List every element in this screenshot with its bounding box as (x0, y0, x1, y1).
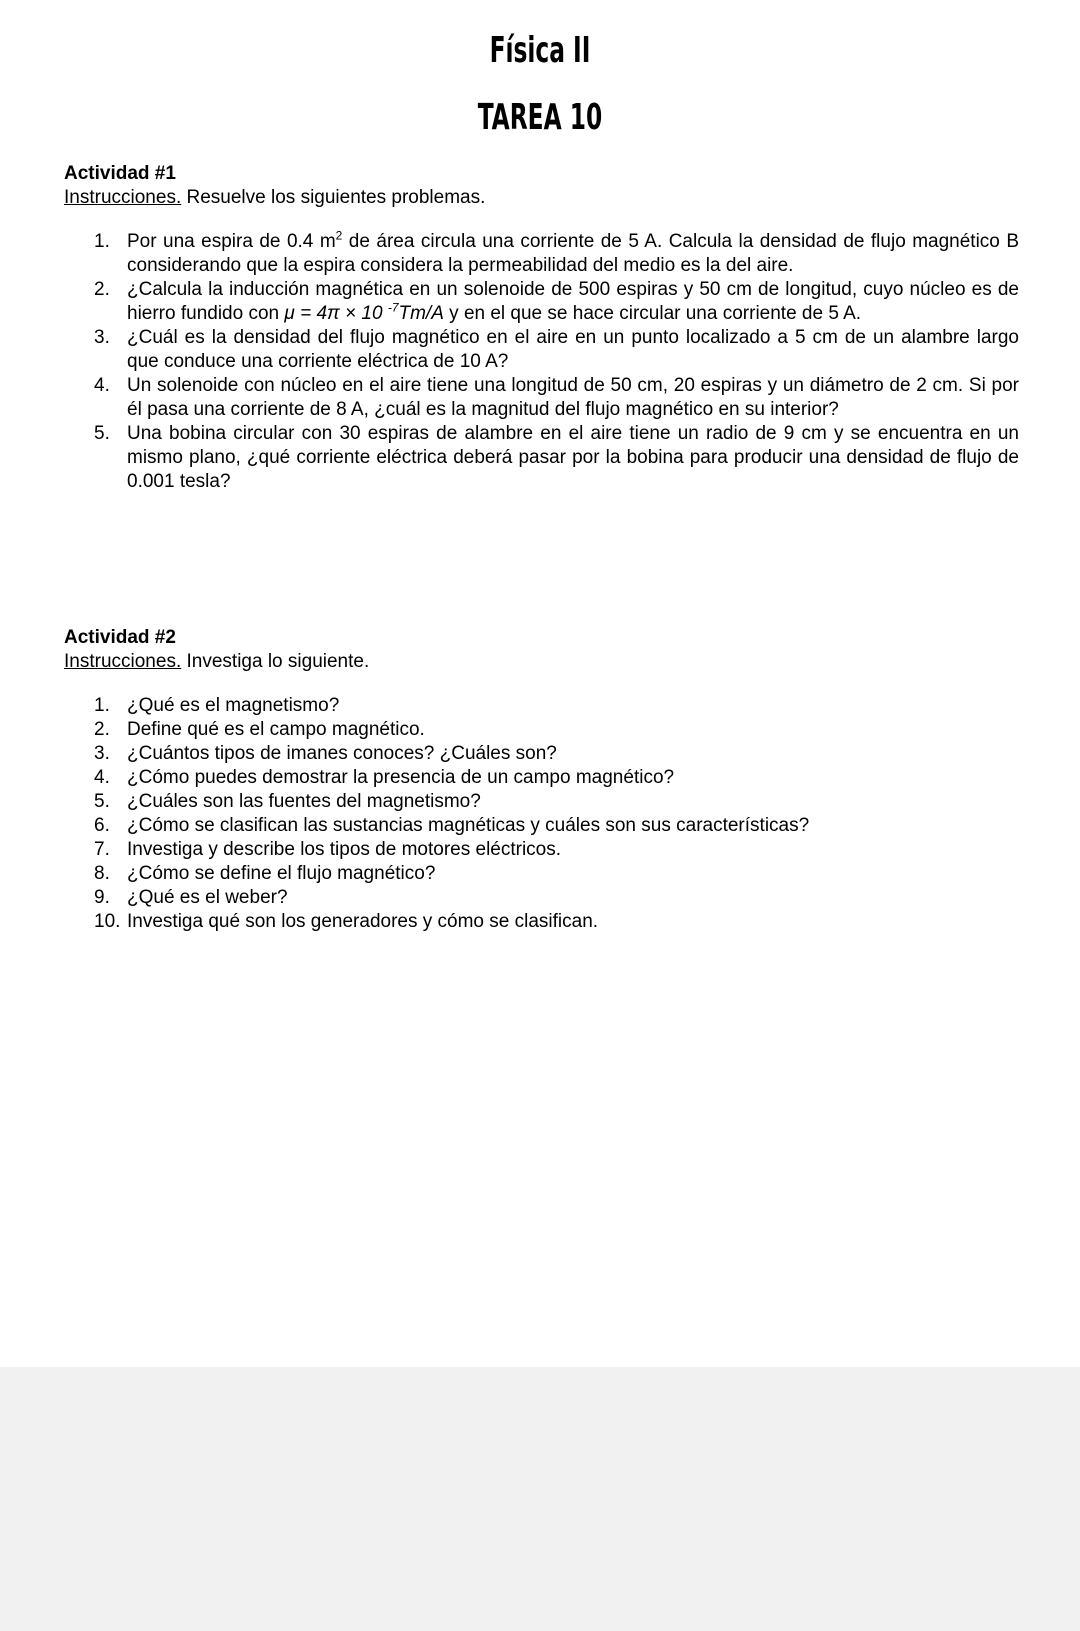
list-item (64, 742, 1019, 766)
question-text: Investiga qué son los generadores y cómo se clasifican. (127, 911, 599, 932)
item-number: 3. (94, 743, 110, 764)
document-subtitle: TAREA 10 (477, 97, 603, 138)
item-number: 1. (94, 695, 110, 716)
instructions-label: Instrucciones. (64, 187, 182, 208)
item-number: 10. (94, 911, 121, 932)
item-number: 5. (94, 423, 110, 444)
item-number: 2. (94, 719, 110, 740)
item-number: 1. (94, 231, 110, 252)
activity-1-instructions (64, 186, 1019, 210)
questions-list (64, 694, 1019, 934)
question-text: ¿Cómo se define el flujo magnético? (127, 863, 436, 884)
list-item (64, 766, 1019, 790)
question-text: ¿Cómo se clasifican las sustancias magnéticas y cuáles son sus características? (127, 815, 810, 836)
question-text: Investiga y describe los tipos de motores eléctricos. (127, 839, 562, 860)
question-text: ¿Qué es el magnetismo? (127, 695, 340, 716)
question-text: Define qué es el campo magnético. (127, 719, 425, 740)
item-number: 7. (94, 839, 110, 860)
item-number: 2. (94, 279, 110, 300)
instructions-label: Instrucciones. (64, 651, 182, 672)
list-item (64, 694, 1019, 718)
activity-1-heading: Actividad #1 (64, 163, 176, 184)
list-item (64, 230, 1019, 278)
item-number: 5. (94, 791, 110, 812)
item-number: 4. (94, 375, 110, 396)
list-item (64, 326, 1019, 374)
activity-2-section (64, 626, 1019, 934)
instructions-text: Investiga lo siguiente. (181, 651, 370, 672)
question-text: ¿Cuáles son las fuentes del magnetismo? (127, 791, 481, 812)
list-item (64, 278, 1019, 326)
problem-text: ¿Cuál es la densidad del flujo magnético en el aire en un punto localizado a 5 cm de un alambre largo que conduce una corriente eléctrica de 10 A? (127, 327, 1019, 372)
list-item (64, 718, 1019, 742)
document-title: Física II (489, 30, 591, 71)
list-item (64, 422, 1019, 494)
item-number: 6. (94, 815, 110, 836)
problem-text: Una bobina circular con 30 espiras de alambre en el aire tiene un radio de 9 cm y se encuentra en un mismo plano, ¿qué corriente eléctrica deberá pasar por la bobina para producir una densidad de flujo de 0.001 tesla? (127, 423, 1019, 492)
viewer-background (0, 1367, 1080, 1631)
list-item (64, 838, 1019, 862)
problem-text: Un solenoide con núcleo en el aire tiene una longitud de 50 cm, 20 espiras y un diámetro de 2 cm. Si por él pasa una corriente de 8 A, ¿cuál es la magnitud del flujo magnético en su interior? (127, 375, 1019, 420)
list-item (64, 862, 1019, 886)
item-number: 9. (94, 887, 110, 908)
item-number: 3. (94, 327, 110, 348)
list-item (64, 814, 1019, 838)
item-number: 4. (94, 767, 110, 788)
problems-list (64, 230, 1019, 494)
activity-2-instructions (64, 650, 1019, 674)
problem-text: Por una espira de 0.4 $m^2$ de área circula una corriente de 5 A. Calcula la densidad de flujo magnético B considerando que la espira considera la permeabilidad del medio es la del aire. (127, 228, 1019, 276)
question-text: ¿Qué es el weber? (127, 887, 288, 908)
question-text: ¿Cómo puedes demostrar la presencia de un campo magnético? (127, 767, 675, 788)
item-number: 8. (94, 863, 110, 884)
instructions-text: Resuelve los siguientes problemas. (181, 187, 486, 208)
list-item (64, 910, 1019, 934)
question-text: ¿Cuántos tipos de imanes conoces? ¿Cuáles son? (127, 743, 557, 764)
list-item (64, 790, 1019, 814)
activity-1-section (64, 162, 1019, 494)
list-item (64, 374, 1019, 422)
activity-2-heading: Actividad #2 (64, 627, 176, 648)
list-item (64, 886, 1019, 910)
problem-text: ¿Calcula la inducción magnética en un solenoide de 500 espiras y 50 cm de longitud, cuyo núcleo es de hierro fundido con μ = 4π × 10 $^{-7}$Tm/A y en el que se hace circular una corriente de 5 A. (127, 279, 1019, 324)
